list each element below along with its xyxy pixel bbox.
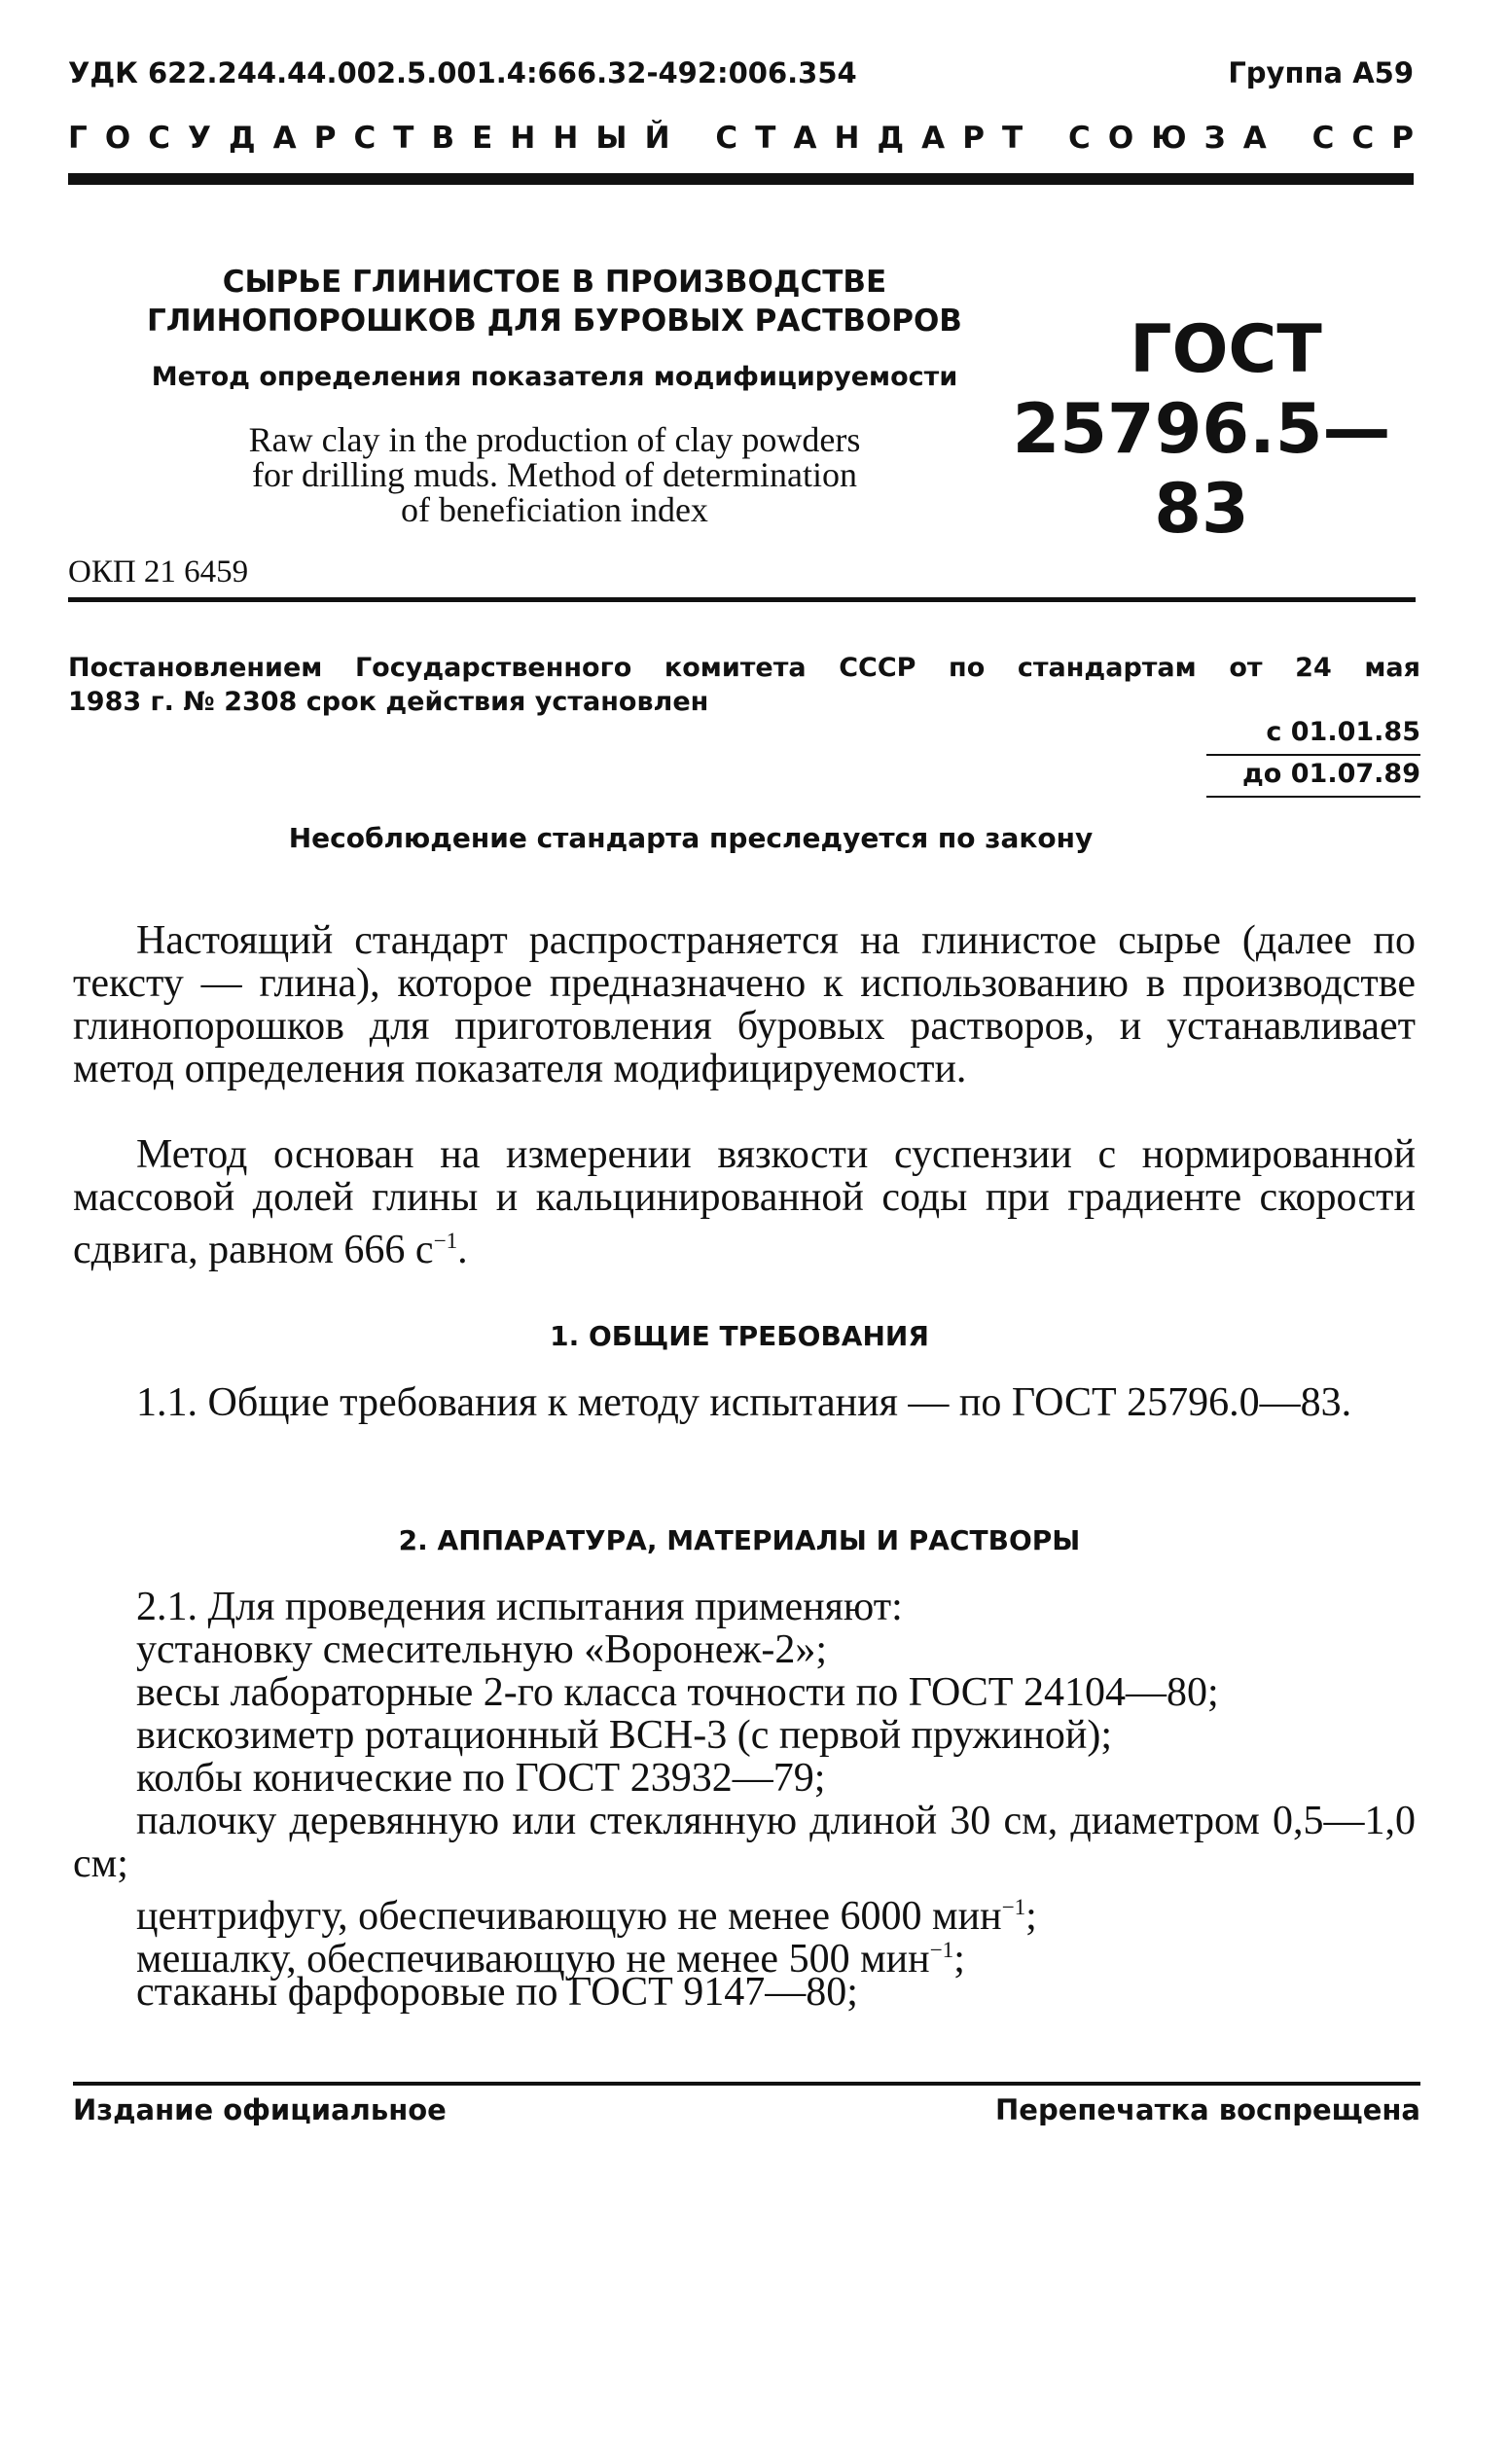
header-letter [1040,121,1051,156]
title-en-line-3: of beneficiation index [401,490,708,529]
method-title-ru: Метод определения показателя модифицируемости [151,362,958,392]
list-item-viscometer: вискозиметр ротационный ВСН-3 (с первой пружиной); [136,1713,1113,1758]
section-1-paragraph: 1.1. Общие требования к методу испытания — по ГОСТ 25796.0—83. [136,1380,1352,1425]
header-letter: В [431,121,455,156]
header-letter: Н [553,121,579,156]
section-2-heading: 2. АППАРАТУРА, МАТЕРИАЛЫ И РАСТВОРЫ [398,1524,1081,1556]
header-letter: Д [228,121,256,156]
list-item-flasks: колбы конические по ГОСТ 23932—79; [136,1756,826,1801]
footer-rule [73,2082,1420,2086]
intro-paragraph-2 [73,1133,1416,1271]
list-item-mixing-unit: установку смесительную «Воронеж-2»; [136,1627,828,1672]
official-edition-note: Издание официальное [73,2093,447,2126]
date-separator [1206,754,1420,756]
header-letter [688,121,699,156]
mixer-semicolon: ; [953,1937,965,1982]
header-letter: О [104,121,131,156]
header-letter: Й [644,121,670,156]
header-letter: О [1107,121,1134,156]
gost-label: ГОСТ [1130,311,1322,388]
list-item-mixer-text: мешалку, обеспечивающую не менее 500 мин [136,1937,930,1982]
header-letter: Н [510,121,536,156]
standard-title-ru [68,263,1041,340]
header-letter: А [1242,121,1267,156]
header-letter: А [793,121,817,156]
title-divider [68,597,1416,602]
header-letter: Р [1391,121,1414,156]
header-letter: Г [68,121,88,156]
legal-notice: Несоблюдение стандарта преследуется по закону [288,822,1094,854]
header-letter: С [148,121,170,156]
header-letter: Т [1001,121,1023,156]
centrifuge-semicolon: ; [1025,1894,1037,1939]
header-letter: Р [962,121,985,156]
header-thick-rule [68,173,1414,185]
title-line-2: ГЛИНОПОРОШКОВ ДЛЯ БУРОВЫХ РАСТВОРОВ [147,304,962,339]
state-standard-header [68,121,1414,156]
header-letter: Т [393,121,414,156]
intro-paragraph-2-text: Метод основан на измерении вязкости суспензии с нормированной массовой долей глины и кальцинированной соды при градиенте скорости сдвига, равном 666 с [73,1132,1416,1272]
group-code: Группа А59 [1228,56,1414,89]
list-item-stick: палочку деревянную или стеклянную длиной 30 см, диаметром 0,5—1,0 см; [73,1799,1416,1886]
intro-paragraph-1: Настоящий стандарт распространяется на глинистое сырье (далее по тексту — глина), которое предназначено к использованию в производстве глинопорошков для приготовления буровых растворов, и устанавливает метод определения показателя модифицируемости. [73,918,1416,1091]
list-item-cups: стаканы фарфоровые по ГОСТ 9147—80; [136,1970,858,2015]
header-letter: С [353,121,377,156]
header-letter: А [272,121,297,156]
list-item-scales: весы лабораторные 2-го класса точности по ГОСТ 24104—80; [136,1670,1219,1715]
standard-title-en [68,422,1041,527]
section-1-heading: 1. ОБЩИЕ ТРЕБОВАНИЯ [550,1320,929,1352]
title-en-line-1: Raw clay in the production of clay powders [248,420,861,459]
header-letter [1284,121,1295,156]
title-line-1: СЫРЬЕ ГЛИНИСТОЕ В ПРОИЗВОДСТВЕ [222,265,887,300]
okp-code: ОКП 21 6459 [68,554,249,589]
decree-line-1: Постановлением Государственного комитета СССР по стандартам от 24 мая [68,653,1420,683]
header-letter: Д [877,121,905,156]
valid-to-date: до 01.07.89 [1242,759,1420,789]
intro-paragraph-2-end: . [457,1228,468,1272]
header-letter: А [921,121,946,156]
header-letter: Р [313,121,337,156]
section-2-intro: 2.1. Для проведения испытания применяют: [136,1585,903,1629]
header-letter: З [1203,121,1226,156]
decree-line-2: 1983 г. № 2308 срок действия установлен [68,687,709,717]
header-letter: Т [755,121,776,156]
centrifuge-exponent: −1 [1001,1894,1026,1919]
gost-number: 25796.5—83 [1012,389,1391,549]
title-en-line-2: for drilling muds. Method of determination [252,455,857,494]
header-letter: С [715,121,738,156]
header-letter: Н [834,121,860,156]
date-underline [1206,796,1420,798]
header-letter: С [1351,121,1375,156]
mixer-exponent: −1 [929,1937,954,1962]
reprint-prohibited-note: Перепечатка воспрещена [995,2093,1420,2126]
valid-from-date: с 01.01.85 [1266,717,1420,747]
unit-exponent: −1 [433,1228,458,1253]
header-letter: Ы [595,121,628,156]
header-letter: Ю [1151,121,1187,156]
list-item-centrifuge-text: центрифугу, обеспечивающую не менее 6000 мин [136,1894,1002,1939]
header-letter: С [1068,121,1091,156]
header-letter: С [1311,121,1335,156]
header-letter: У [188,121,211,156]
udk-code: УДК 622.244.44.002.5.001.4:666.32-492:006.354 [68,56,857,89]
header-letter: Е [472,121,493,156]
